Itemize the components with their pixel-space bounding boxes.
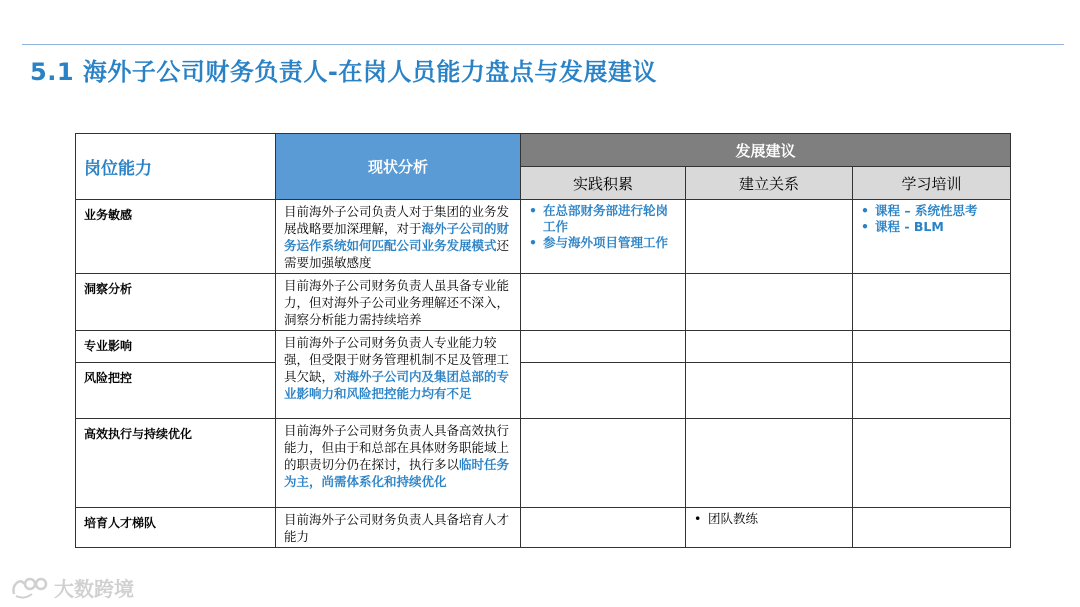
status-cell	[276, 200, 521, 274]
ability-cell: 业务敏感	[76, 200, 276, 274]
ability-cell: 专业影响	[76, 331, 276, 363]
table-row-risk	[76, 363, 1011, 419]
status-text: 目前海外子公司负责人对于集团的业务发展战略要加深理解，对于	[284, 204, 510, 236]
practice-cell	[521, 200, 686, 274]
status-text: 还需要加强敏感度	[284, 238, 510, 270]
status-highlight: 海外子公司的财务运作系统如何匹配公司业务发展模式	[284, 221, 510, 253]
relation-cell	[686, 200, 853, 274]
ability-cell: 培育人才梯队	[76, 508, 276, 548]
watermark-text: 大数跨境	[54, 577, 134, 601]
header-ability: 岗位能力	[76, 134, 276, 200]
training-cell	[853, 331, 1011, 363]
training-cell	[853, 274, 1011, 331]
status-cell: 目前海外子公司财务负责人具备培育人才能力	[276, 508, 521, 548]
table-row-talent	[76, 508, 1011, 548]
relation-cell	[686, 363, 853, 419]
relation-item: • 团队教练	[694, 511, 846, 527]
practice-cell	[521, 331, 686, 363]
capability-table	[75, 133, 1011, 548]
practice-item: • 参与海外项目管理工作	[529, 235, 679, 251]
practice-cell	[521, 508, 686, 548]
training-item: • 课程 - BLM	[861, 219, 1004, 235]
ability-cell: 风险把控	[76, 363, 276, 419]
table-row-influence	[76, 331, 1011, 363]
relation-cell	[686, 274, 853, 331]
watermark	[10, 573, 134, 602]
practice-item: • 在总部财务部进行轮岗工作	[529, 203, 679, 235]
status-cell: 目前海外子公司财务负责人虽具备专业能力，但对海外子公司业务理解还不深入，洞察分析能力需持续培养	[276, 274, 521, 331]
ability-cell: 高效执行与持续优化	[76, 419, 276, 508]
status-cell	[276, 331, 521, 419]
status-text: 目前海外子公司财务负责人专业能力较强，但受限于财务管理机制不足及管理工具欠缺，	[284, 335, 510, 384]
header-relation: 建立关系	[686, 167, 853, 200]
practice-cell	[521, 419, 686, 508]
header-status: 现状分析	[276, 134, 521, 200]
status-text: 目前海外子公司财务负责人具备高效执行能力，但由于和总部在具体财务职能域上的职责切分仍在探讨，执行多以	[284, 423, 510, 472]
training-item: • 课程 – 系统性思考	[861, 203, 1004, 219]
table-row-insight	[76, 274, 1011, 331]
table-row-business	[76, 200, 1011, 274]
training-cell	[853, 363, 1011, 419]
header-training: 学习培训	[853, 167, 1011, 200]
header-practice: 实践积累	[521, 167, 686, 200]
slide-title: 5.1 海外子公司财务负责人-在岗人员能力盘点与发展建议	[30, 58, 657, 86]
status-highlight: 临时任务为主，尚需体系化和持续优化	[284, 457, 510, 489]
practice-cell	[521, 363, 686, 419]
top-divider-line	[22, 44, 1064, 45]
relation-cell	[686, 508, 853, 548]
status-cell	[276, 419, 521, 508]
relation-cell	[686, 331, 853, 363]
training-cell	[853, 419, 1011, 508]
table-row-execution	[76, 419, 1011, 508]
training-cell	[853, 508, 1011, 548]
practice-cell	[521, 274, 686, 331]
header-development: 发展建议	[521, 134, 1011, 167]
training-cell	[853, 200, 1011, 274]
watermark-logo-icon	[10, 576, 48, 600]
relation-cell	[686, 419, 853, 508]
ability-cell: 洞察分析	[76, 274, 276, 331]
status-highlight: 对海外子公司内及集团总部的专业影响力和风险把控能力均有不足	[284, 369, 510, 401]
